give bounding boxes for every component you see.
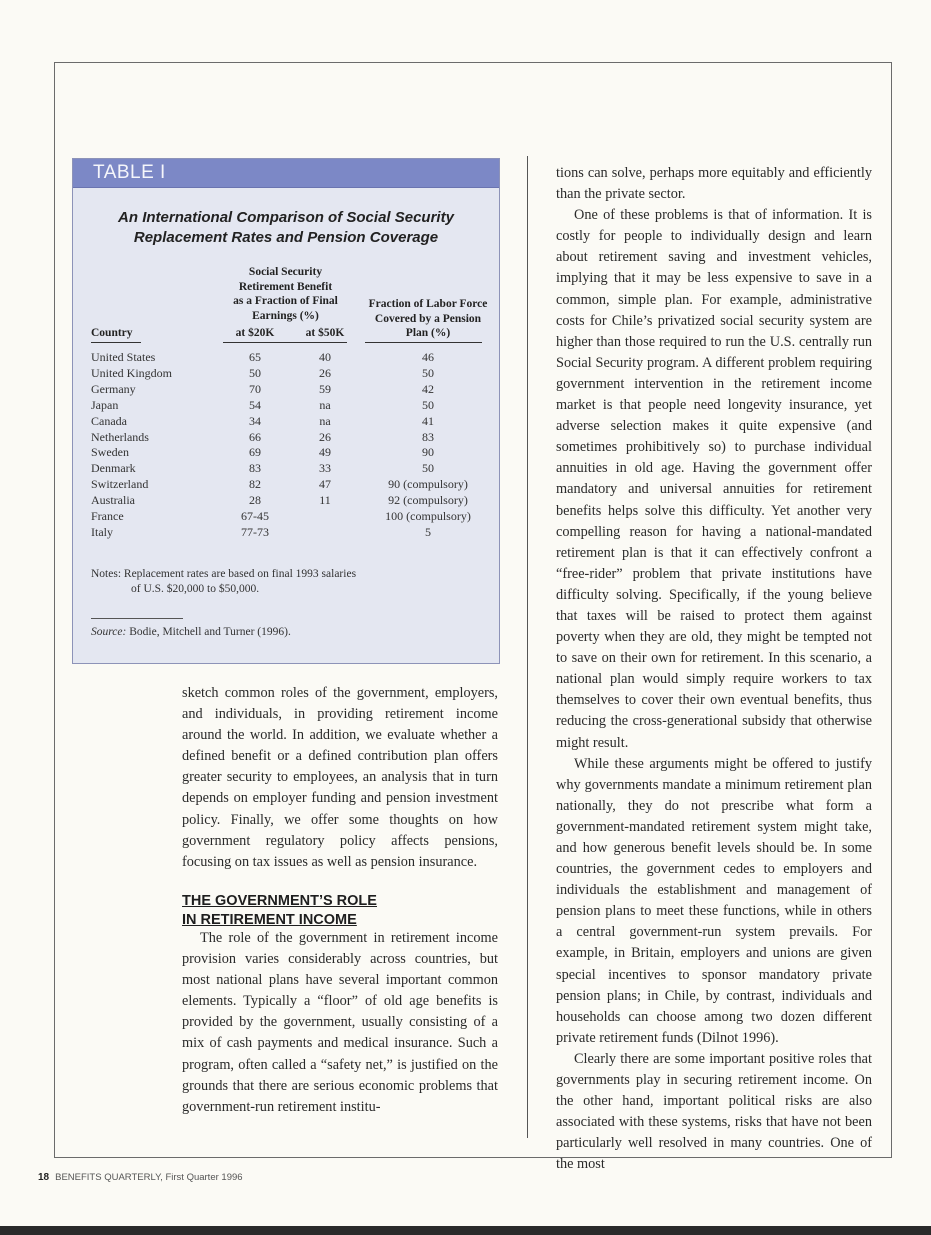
table-cell: 40 <box>319 350 331 364</box>
table-cell: 90 <box>422 445 434 460</box>
table-cell: 26 <box>319 365 331 380</box>
table-cell: 92 (compulsory) <box>388 493 468 508</box>
scan-edge <box>0 1226 931 1235</box>
header-country: Country <box>91 327 133 339</box>
table-cell: 100 (compulsory) <box>385 509 471 523</box>
header-coverage <box>363 297 493 341</box>
heading-line: THE GOVERNMENT’S ROLE <box>182 893 377 909</box>
table-cell: Sweden <box>91 445 129 460</box>
right-column <box>556 163 872 1176</box>
table-cell: Netherlands <box>91 429 149 444</box>
header-coverage-line: Fraction of Labor Force <box>368 298 488 310</box>
header-coverage-line: Plan (%) <box>405 327 451 340</box>
publication-name: BENEFITS QUARTERLY, First Quarter 1996 <box>55 1172 243 1183</box>
left-column-para-2 <box>182 928 498 1118</box>
table-cell: 54 <box>249 397 261 412</box>
paragraph: tions can solve, perhaps more equitably and efficiently than the private sector. <box>556 165 872 203</box>
table-cell: 77-73 <box>241 524 269 539</box>
header-rule <box>91 342 141 343</box>
table-cell: 47 <box>319 477 331 492</box>
table-cell: Denmark <box>91 461 136 476</box>
table-cell: 50 <box>249 365 261 380</box>
table-cell: 83 <box>422 429 434 444</box>
table-cell: 82 <box>249 477 261 492</box>
table-cell: Switzerland <box>91 477 149 492</box>
header-group-line: Earnings (%) <box>252 309 319 322</box>
table-cell: 34 <box>249 413 261 428</box>
table-cell: Japan <box>91 397 119 412</box>
table-cell: 49 <box>319 445 331 460</box>
heading-line: IN RETIREMENT INCOME <box>182 912 357 928</box>
table-cell: 50 <box>422 365 434 380</box>
header-rule <box>365 342 482 343</box>
table-cell: Canada <box>91 413 127 428</box>
table-cell: 46 <box>422 350 434 364</box>
table-notes <box>91 567 356 597</box>
header-coverage-line: Covered by a Pension <box>374 312 482 325</box>
table-cell: 65 <box>249 350 261 364</box>
table-cell: 50 <box>422 397 434 412</box>
table-cell: France <box>91 509 124 523</box>
table-label-band <box>73 159 499 188</box>
table-cell: United States <box>91 350 156 364</box>
column-divider <box>527 156 528 1138</box>
paragraph: The role of the government in retirement income provision varies considerably across countries, but most national plans have several important common elements. Typically a “floor” of old age benefits is provided by the government, usually consisting of a mix of cash payments and medical insurance. Such a program, often called a “safety net,” is justified on the grounds that there are serious economic problems that government-run retirement institu- <box>182 930 498 1115</box>
table-cell: 5 <box>425 524 431 539</box>
table-cell: 90 (compulsory) <box>388 477 468 492</box>
source-label: Source: <box>91 626 127 638</box>
table-title-line-2: Replacement Rates and Pension Coverage <box>133 229 439 246</box>
paragraph: sketch common roles of the government, employers, and individuals, in providing retirement income around the world. In addition, we evaluate whether a defined benefit or a defined contribution plan offers greater security to employees, an analysis that in turn depends on employer funding and pension investment policy. Finally, we offer some thoughts on how government regulatory policy affects pensions, focusing on tax issues as well as pension insurance. <box>182 685 498 870</box>
table-cell: 69 <box>249 445 261 460</box>
header-50k: at $50K <box>305 327 345 339</box>
table-cell: 41 <box>422 413 434 428</box>
table-cell: 33 <box>319 461 331 476</box>
table-cell: 50 <box>422 461 434 476</box>
header-rule <box>223 342 347 343</box>
table-title-line-1: An International Comparison of Social Security <box>118 209 454 226</box>
table-cell: 28 <box>249 493 261 508</box>
table-cell: Australia <box>91 493 135 508</box>
table-cell: 11 <box>319 493 331 508</box>
page-number: 18 <box>38 1172 50 1183</box>
table-1 <box>72 158 500 664</box>
table-cell: na <box>319 413 331 428</box>
header-20k: at $20K <box>235 327 275 339</box>
notes-line: Notes: Replacement rates are based on final 1993 salaries <box>91 568 357 580</box>
header-group-line: Social Security <box>248 266 323 278</box>
table-cell: Germany <box>91 381 136 396</box>
table-cell: 42 <box>422 381 434 396</box>
header-group-line: as a Fraction of Final <box>233 295 338 308</box>
table-cell: na <box>319 397 331 412</box>
table-source <box>91 625 291 640</box>
table-cell: 59 <box>319 381 331 396</box>
header-group-line: Retirement Benefit <box>238 280 333 293</box>
source-text: Bodie, Mitchell and Turner (1996). <box>126 626 291 638</box>
paragraph: One of these problems is that of information. It is costly for people to individually design and learn about retirement saving and investment vehicles, implying that it may be less expensive to save in a common, simple plan. For example, administrative costs for Chile’s privatized social security system are higher than those required to run the U.S. centrally run Social Security program. A different problem requiring government intervention in the retirement income market is that people need longevity insurance, yet adverse selection makes it quite expensive (and sometimes prohibitively so) to purchase individual annuities in old age. Having the government offer mandatory and universal annuities for retirement benefits helps solve this difficulty. Yet another very compelling reason for having a national-mandated retirement plan is that it can effectively confront a “free-rider” problem that private institutions have difficulty solving. Specifically, if the young believe that taxes will be raised to protect them against poverty when they are old, they might be tempted not to save on their own for retirement. In this scenario, a national plan would simply require workers to tax themselves to cover their own eventual benefits, thus reducing the cross-generational subsidy that otherwise might result. <box>556 207 872 751</box>
header-group <box>213 265 358 323</box>
left-column-para-1 <box>182 683 498 873</box>
table-cell: 70 <box>249 381 261 396</box>
notes-line: of U.S. $20,000 to $50,000. <box>131 583 260 595</box>
table-cell: Italy <box>91 524 113 539</box>
table-cell: 66 <box>249 429 261 444</box>
table-cell: United Kingdom <box>91 365 172 380</box>
page-footer <box>38 1172 243 1183</box>
section-heading <box>182 892 377 930</box>
table-cell: 26 <box>319 429 331 444</box>
table-cell: 67-45 <box>241 509 269 523</box>
source-rule <box>91 618 183 619</box>
table-cell: 83 <box>249 461 261 476</box>
paragraph: While these arguments might be offered to justify why governments mandate a minimum retirement plan nationally, they do not prescribe what form a government-mandated retirement system might take, and how generous benefit levels should be. In some countries, the government cedes to employers and individuals the establishment and management of pension plans to meet these functions, while in others a central government-run system prevails. For example, in Britain, employers and unions are given special incentives to sponsor mandatory private pension plans; in Chile, by contrast, individuals and households can choose among two dozen different private retirement funds (Dilnot 1996). <box>556 755 872 1046</box>
paragraph: Clearly there are some important positive roles that governments play in securing retirement income. On the other hand, important political risks are also associated with these systems, risks that have not been particularly well resolved in many countries. One of the most <box>556 1050 872 1173</box>
table-label: TABLE I <box>93 162 166 183</box>
